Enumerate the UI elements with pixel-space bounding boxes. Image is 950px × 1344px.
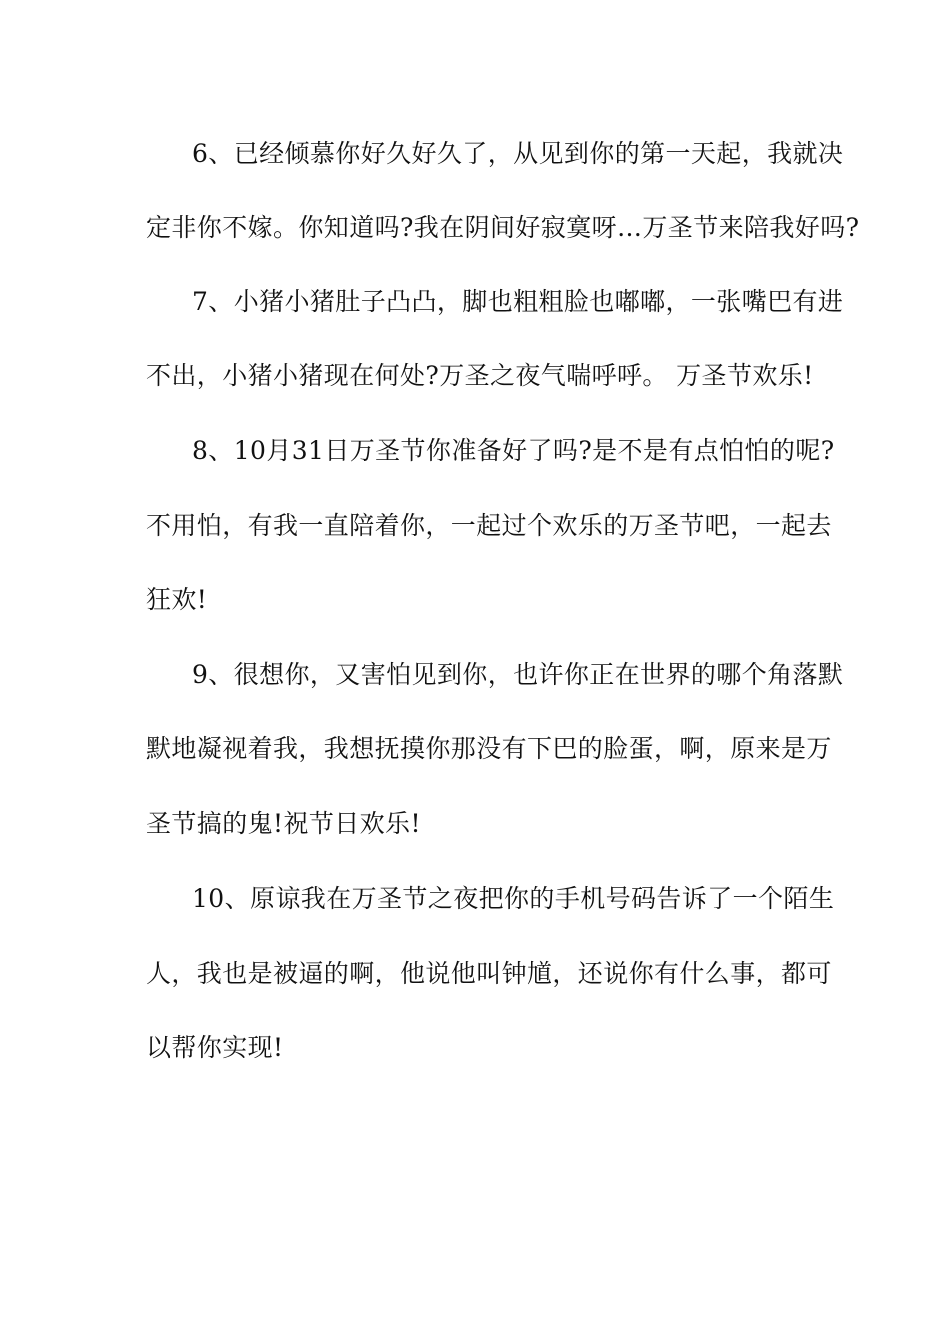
paragraph-line: 6、已经倾慕你好久好久了，从见到你的第一天起，我就决 xyxy=(192,139,844,168)
paragraph-line: 定非你不嫁。你知道吗?我在阴间好寂寞呀…万圣节来陪我好吗? xyxy=(146,213,860,242)
paragraph-line: 圣节搞的鬼!祝节日欢乐! xyxy=(146,809,421,838)
paragraph-line: 以帮你实现! xyxy=(146,1033,284,1062)
paragraph-line: 7、小猪小猪肚子凸凸，脚也粗粗脸也嘟嘟，一张嘴巴有进 xyxy=(192,287,844,316)
paragraph-line: 10、原谅我在万圣节之夜把你的手机号码告诉了一个陌生 xyxy=(192,884,835,913)
paragraph-line: 默地凝视着我，我想抚摸你那没有下巴的脸蛋，啊，原来是万 xyxy=(146,734,832,763)
paragraph-line: 9、很想你，又害怕见到你，也许你正在世界的哪个角落默 xyxy=(192,660,844,689)
paragraph-line: 8、10月31日万圣节你准备好了吗?是不是有点怕怕的呢? xyxy=(192,436,835,465)
paragraph-line: 不出，小猪小猪现在何处?万圣之夜气喘呼呼。 万圣节欢乐! xyxy=(146,361,814,390)
paragraph-line: 人，我也是被逼的啊，他说他叫钟馗，还说你有什么事，都可 xyxy=(146,959,832,988)
paragraph-line: 狂欢! xyxy=(146,585,208,614)
paragraph-line: 不用怕，有我一直陪着你，一起过个欢乐的万圣节吧，一起去 xyxy=(146,511,832,540)
